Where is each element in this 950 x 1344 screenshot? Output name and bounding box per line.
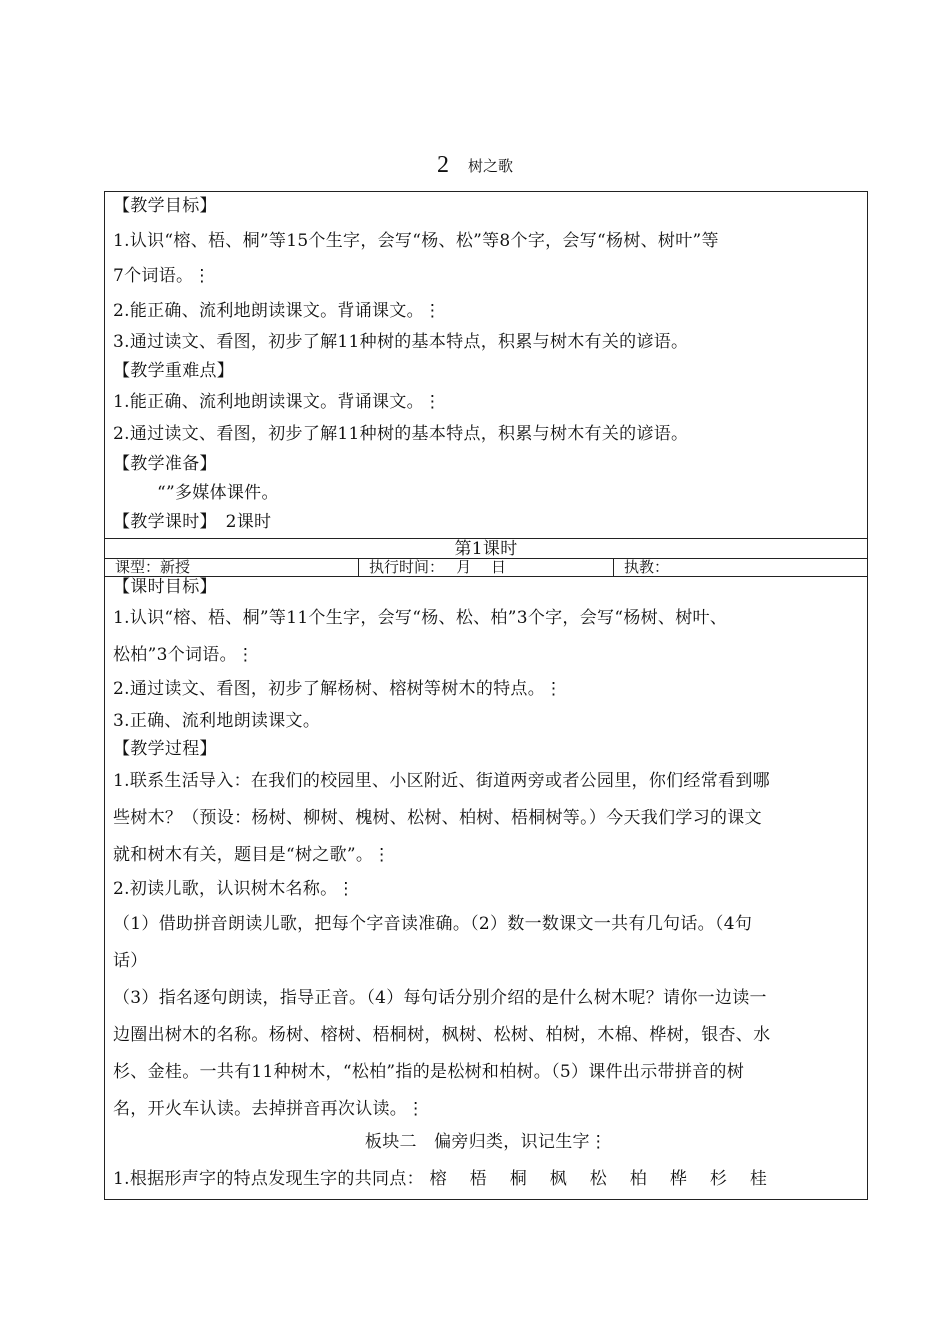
character: 梧 bbox=[469, 1169, 487, 1189]
character: 榕 bbox=[429, 1169, 447, 1189]
lesson-goal-1-line-1: 1.认识“榕、梧、桐”等11个生字，会写“杨、松、柏”3个字，会写“杨树、树叶、 bbox=[113, 608, 728, 628]
character: 柏 bbox=[629, 1169, 648, 1189]
character: 杉 bbox=[709, 1169, 728, 1189]
execution-time: 执行时间： 月 日 bbox=[358, 559, 613, 576]
character: 松 bbox=[589, 1169, 608, 1189]
lesson-header-row bbox=[104, 539, 868, 559]
process-4-line-3: 杉、金桂。一共有11种树木，“松柏”指的是松树和柏树。（5）课件出示带拼音的树 bbox=[113, 1062, 745, 1082]
lesson-goals-heading: 【课时目标】 bbox=[113, 577, 217, 597]
character-list bbox=[424, 1169, 784, 1189]
process-heading: 【教学过程】 bbox=[113, 739, 217, 759]
lesson-number: 2 bbox=[436, 152, 449, 178]
preparation-text: “”多媒体课件。 bbox=[157, 483, 279, 503]
key-point-2: 2.通过读文、看图，初步了解11种树的基本特点，积累与树木有关的谚语。 bbox=[113, 424, 689, 444]
lesson-header: 第1课时 bbox=[454, 539, 518, 559]
process-2: 2.初读儿歌，认识树木名称。⋮ bbox=[113, 879, 355, 899]
process-1-line-2: 些树木？（预设：杨树、柳树、槐树、松树、柏树、梧桐树等。）今天我们学习的课文 bbox=[113, 808, 762, 828]
block-2-heading: 板块二 偏旁归类，识记生字⋮ bbox=[364, 1132, 608, 1152]
process-1-line-3: 就和树木有关，题目是“树之歌”。⋮ bbox=[113, 845, 391, 865]
key-points-heading: 【教学重难点】 bbox=[113, 361, 235, 381]
lesson-goal-2: 2.通过读文、看图，初步了解杨树、榕树等树木的特点。⋮ bbox=[113, 679, 563, 699]
process-5-prefix: 1.根据形声字的特点发现生字的共同点： bbox=[113, 1169, 424, 1189]
process-5 bbox=[113, 1169, 861, 1189]
process-4-line-1: （3）指名逐句朗读，指导正音。（4）每句话分别介绍的是什么树木呢？请你一边读一 bbox=[113, 988, 767, 1008]
preparation-heading: 【教学准备】 bbox=[113, 454, 217, 474]
teaching-goals-heading: 【教学目标】 bbox=[113, 196, 217, 216]
class-hours: 【教学课时】 2课时 bbox=[113, 512, 272, 532]
process-4-line-4: 名，开火车认读。去掉拼音再次认读。⋮ bbox=[113, 1099, 425, 1119]
character: 桂 bbox=[749, 1169, 768, 1189]
overview-box bbox=[104, 191, 868, 539]
process-3-line-1: （1）借助拼音朗读儿歌，把每个字音读准确。（2）数一数课文一共有几句话。（4句 bbox=[113, 914, 753, 934]
character: 桦 bbox=[669, 1169, 688, 1189]
page-title bbox=[0, 152, 950, 184]
character: 枫 bbox=[549, 1169, 568, 1189]
lesson-goal-1-line-2: 松柏”3个词语。⋮ bbox=[113, 645, 255, 665]
lesson-body-box bbox=[104, 577, 868, 1200]
goal-2: 2.能正确、流利地朗读课文。背诵课文。⋮ bbox=[113, 301, 442, 321]
lesson-goal-3: 3.正确、流利地朗读课文。 bbox=[113, 711, 321, 731]
goal-1-line-2: 7个词语。⋮ bbox=[113, 266, 211, 286]
goal-3: 3.通过读文、看图，初步了解11种树的基本特点，积累与树木有关的谚语。 bbox=[113, 332, 689, 352]
process-3-line-2: 话） bbox=[113, 951, 148, 971]
character: 桐 bbox=[509, 1169, 528, 1189]
lesson-title: 树之歌 bbox=[468, 157, 514, 175]
lesson-type: 课型：新授 bbox=[115, 558, 191, 576]
process-4-line-2: 边圈出树木的名称。杨树、榕树、梧桐树，枫树、松树、柏树，木棉、桦树，银杏、水 bbox=[113, 1025, 771, 1045]
key-point-1: 1.能正确、流利地朗读课文。背诵课文。⋮ bbox=[113, 392, 442, 412]
teacher: 执教： bbox=[613, 559, 867, 576]
goal-1-line-1: 1.认识“榕、梧、桐”等15个生字，会写“杨、松”等8个字，会写“杨树、树叶”等 bbox=[113, 231, 719, 251]
lesson-meta-row bbox=[104, 559, 868, 577]
process-1-line-1: 1.联系生活导入：在我们的校园里、小区附近、街道两旁或者公园里，你们经常看到哪 bbox=[113, 771, 770, 791]
